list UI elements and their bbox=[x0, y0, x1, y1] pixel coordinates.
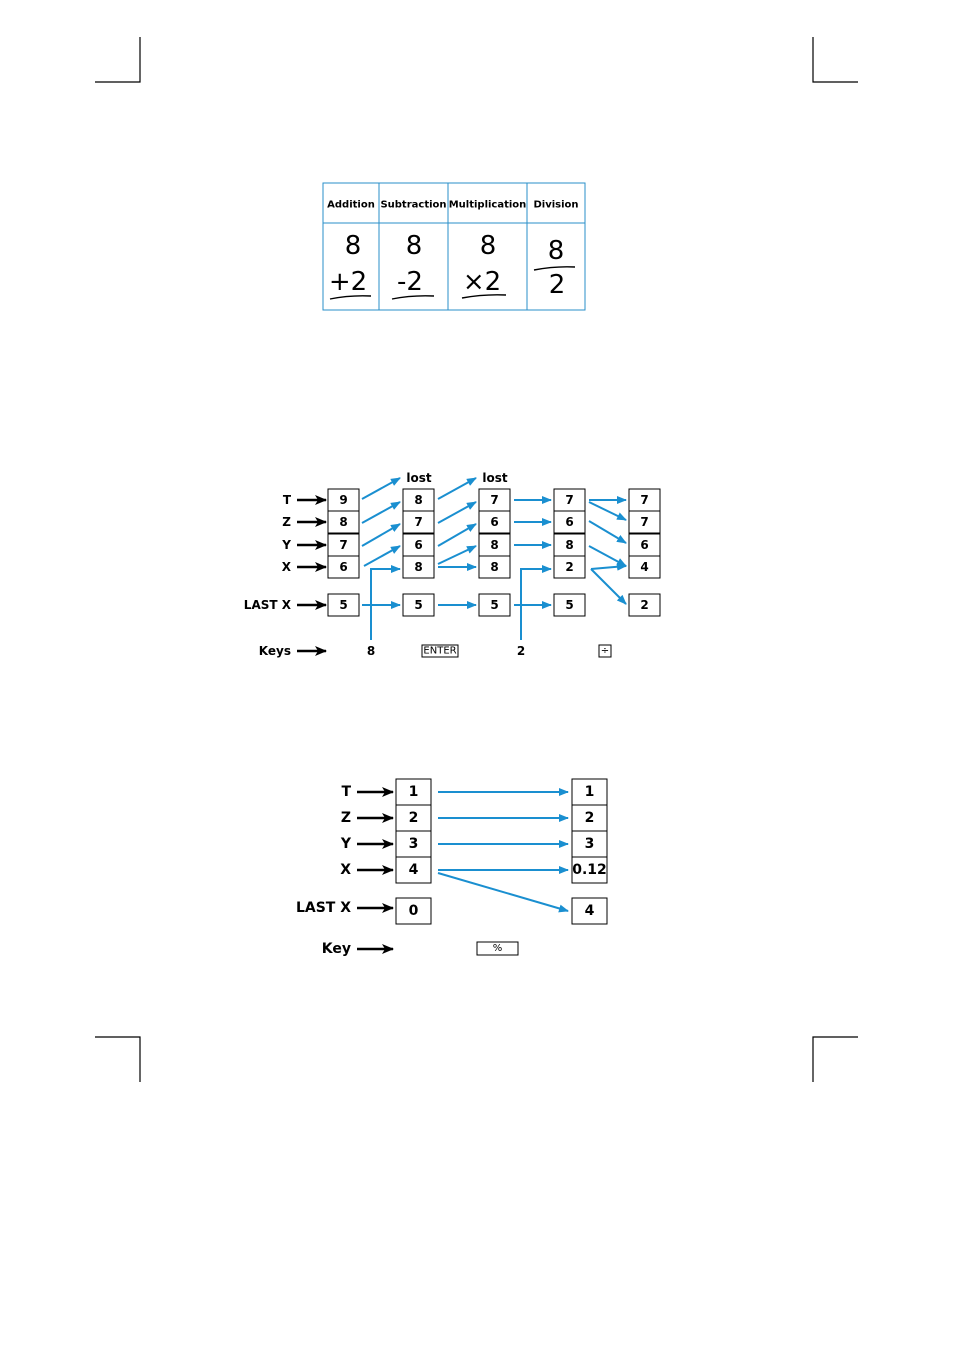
percent-diagram bbox=[296, 779, 607, 957]
subtraction-top: 8 bbox=[405, 231, 423, 261]
stack-row-label-x: X bbox=[281, 560, 291, 574]
stack-register-value: 6 bbox=[565, 515, 574, 529]
header-subtraction: Subtraction bbox=[380, 199, 447, 211]
stack-register-value: 6 bbox=[339, 560, 348, 574]
division-bottom: 2 bbox=[548, 270, 566, 300]
blue-arrow bbox=[438, 546, 476, 564]
percent-row-label-x: X bbox=[340, 862, 351, 878]
header-multiplication: Multiplication bbox=[448, 199, 527, 211]
stack-register-value: 3 bbox=[408, 836, 419, 852]
stack-register-value: 8 bbox=[490, 560, 499, 574]
percent-row-label-z: Z bbox=[340, 810, 351, 826]
stack-register-value: 9 bbox=[339, 493, 348, 507]
addition-top: 8 bbox=[344, 231, 362, 261]
blue-arrow bbox=[438, 524, 476, 546]
stack-register-value: 8 bbox=[414, 560, 423, 574]
stack-register-value: 6 bbox=[490, 515, 499, 529]
stack-register-value: 8 bbox=[414, 493, 423, 507]
stack-register-value: 6 bbox=[414, 538, 423, 552]
percent-lastx-label: LAST X bbox=[295, 900, 351, 916]
digit-key-label: 8 bbox=[366, 644, 376, 658]
stack-register-value: 1 bbox=[408, 784, 419, 800]
stack-register-value: 7 bbox=[565, 493, 574, 507]
percent-row-label-t: T bbox=[341, 784, 351, 800]
division-top: 8 bbox=[547, 236, 565, 266]
blue-arrow bbox=[589, 521, 626, 543]
stack-row-label-t: T bbox=[282, 493, 291, 507]
lastx-register-value: 5 bbox=[414, 598, 423, 612]
blue-arrow bbox=[362, 502, 400, 523]
blue-arrow bbox=[362, 478, 400, 499]
lastx-register-value: 4 bbox=[584, 903, 595, 919]
stack-row-label-z: Z bbox=[282, 515, 291, 529]
blue-arrow bbox=[438, 478, 476, 499]
blue-arrow bbox=[364, 546, 400, 566]
blue-arrow bbox=[591, 566, 626, 569]
stack-register-value: 7 bbox=[490, 493, 499, 507]
blue-arrow bbox=[591, 569, 626, 604]
multiplication-bottom: ×2 bbox=[462, 267, 502, 297]
operations-table bbox=[323, 183, 585, 310]
blue-arrow bbox=[589, 502, 626, 520]
stack-register-value: 7 bbox=[640, 493, 649, 507]
stack-register-value: 8 bbox=[565, 538, 574, 552]
blue-arrow bbox=[589, 546, 626, 566]
crop-marks bbox=[95, 37, 858, 1082]
stack-register-value: 1 bbox=[584, 784, 595, 800]
stack-register-value: 2 bbox=[565, 560, 574, 574]
blue-arrow bbox=[438, 502, 476, 523]
addition-bottom: +2 bbox=[328, 267, 368, 297]
stack-lift-diagram bbox=[244, 471, 660, 658]
header-addition: Addition bbox=[327, 199, 375, 211]
digit-key-label: 2 bbox=[516, 644, 526, 658]
lost-label: lost bbox=[406, 471, 432, 485]
blue-arrow bbox=[438, 873, 568, 911]
enter-key-label: ENTER bbox=[423, 645, 457, 657]
stack-register-value: 7 bbox=[640, 515, 649, 529]
lastx-register-value: 5 bbox=[565, 598, 574, 612]
lastx-register-value: 0 bbox=[408, 903, 419, 919]
lastx-register-value: 5 bbox=[339, 598, 348, 612]
stack-register-value: 8 bbox=[339, 515, 348, 529]
stack-register-value: 7 bbox=[339, 538, 348, 552]
stack-register-value: 8 bbox=[490, 538, 499, 552]
multiplication-top: 8 bbox=[479, 231, 497, 261]
stack-register-value: 3 bbox=[584, 836, 595, 852]
stack-register-value: 7 bbox=[414, 515, 423, 529]
percent-key-glyph: % bbox=[492, 943, 503, 954]
stack-register-value: 2 bbox=[584, 810, 595, 826]
stack-register-value: 2 bbox=[408, 810, 419, 826]
stack-register-value: 4 bbox=[640, 560, 649, 574]
header-division: Division bbox=[533, 199, 579, 211]
stack-register-value: 6 bbox=[640, 538, 649, 552]
lastx-register-value: 2 bbox=[640, 598, 649, 612]
blue-arrow bbox=[362, 524, 400, 546]
stack-register-value: 4 bbox=[408, 862, 419, 878]
stack-row-label-y: Y bbox=[282, 538, 291, 552]
lastx-register-value: 5 bbox=[490, 598, 499, 612]
stack-register-value: 0.12 bbox=[572, 862, 607, 878]
keys-label: Keys bbox=[258, 644, 291, 658]
lost-label: lost bbox=[482, 471, 508, 485]
lastx-label: LAST X bbox=[243, 598, 291, 612]
percent-key-label: Key bbox=[321, 941, 351, 957]
subtraction-bottom: -2 bbox=[397, 267, 423, 297]
percent-row-label-y: Y bbox=[340, 836, 351, 852]
divide-key-label: ÷ bbox=[600, 645, 610, 657]
